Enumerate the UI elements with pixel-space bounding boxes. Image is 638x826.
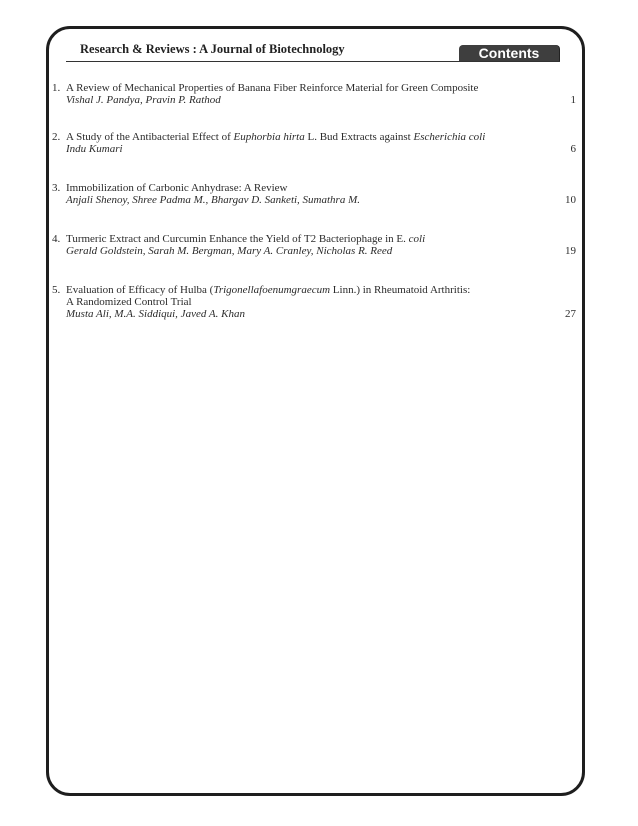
toc-entry-page: 27: [565, 308, 576, 320]
toc-entry-authors-text: Gerald Goldstein, Sarah M. Bergman, Mary A. Cranley, Nicholas R. Reed: [66, 245, 393, 257]
toc-entry-number: 3.: [52, 182, 61, 194]
toc-entry-title[interactable]: [52, 82, 582, 94]
toc-entry-number: 1.: [52, 82, 61, 94]
toc-entry-5[interactable]: [52, 284, 582, 320]
toc-entry-authors-text: Indu Kumari: [66, 143, 123, 155]
toc-entry-authors: [52, 308, 582, 320]
toc-entry-title-text: Turmeric Extract and Curcumin Enhance the Yield of T2 Bacteriophage in E.: [66, 233, 409, 245]
toc-entry-title[interactable]: [52, 284, 582, 296]
toc-entry-1[interactable]: [52, 82, 582, 106]
toc-entry-title-text: Immobilization of Carbonic Anhydrase: A Review: [66, 182, 288, 194]
toc-entry-title[interactable]: [52, 182, 582, 194]
journal-title: Research & Reviews : A Journal of Biotechnology: [80, 42, 345, 56]
toc-entry-page: 10: [565, 194, 576, 206]
header-rule: [66, 61, 560, 62]
toc-entry-title-text: L. Bud Extracts against: [304, 131, 414, 143]
toc-entry-4[interactable]: [52, 233, 582, 257]
toc-entry-title-text: Linn.) in Rheumatoid Arthritis:: [330, 284, 471, 296]
toc-entry-page: 6: [570, 143, 576, 155]
toc-entry-title-text: A Review of Mechanical Properties of Banana Fiber Reinforce Material for Green Composite: [66, 82, 479, 94]
toc-entry-2[interactable]: [52, 131, 582, 155]
toc-entry-title-text: Evaluation of Efficacy of Hulba (: [66, 284, 214, 296]
toc-entry-title-text: A Study of the Antibacterial Effect of: [66, 131, 234, 143]
toc-entry-page: 1: [570, 94, 576, 106]
contents-tab: Contents: [459, 45, 559, 61]
toc-entry-authors: [52, 245, 582, 257]
toc-entry-3[interactable]: [52, 182, 582, 206]
toc-entry-title[interactable]: [52, 131, 582, 143]
toc-entry-title-species: Escherichia coli: [413, 131, 486, 143]
toc-entry-authors: [52, 194, 582, 206]
toc-entry-title-continuation[interactable]: A Randomized Control Trial: [66, 296, 192, 308]
toc-entry-title-species: Euphorbia hirta: [233, 131, 305, 143]
toc-entry-authors-text: Musta Ali, M.A. Siddiqui, Javed A. Khan: [66, 308, 245, 320]
toc-entry-authors-text: Anjali Shenoy, Shree Padma M., Bhargav D. Sanketi, Sumathra M.: [66, 194, 360, 206]
toc-entry-number: 4.: [52, 233, 61, 245]
toc-entry-authors: [52, 94, 582, 106]
toc-entry-number: 2.: [52, 131, 61, 143]
toc-entry-title[interactable]: [52, 233, 582, 245]
toc-entry-authors-text: Vishal J. Pandya, Pravin P. Rathod: [66, 94, 221, 106]
toc-entry-page: 19: [565, 245, 576, 257]
toc-entry-authors: [52, 143, 582, 155]
toc-entry-title-species: coli: [408, 233, 426, 245]
toc-entry-number: 5.: [52, 284, 61, 296]
toc-entry-title-species: Trigonellafoenumgraecum: [213, 284, 331, 296]
